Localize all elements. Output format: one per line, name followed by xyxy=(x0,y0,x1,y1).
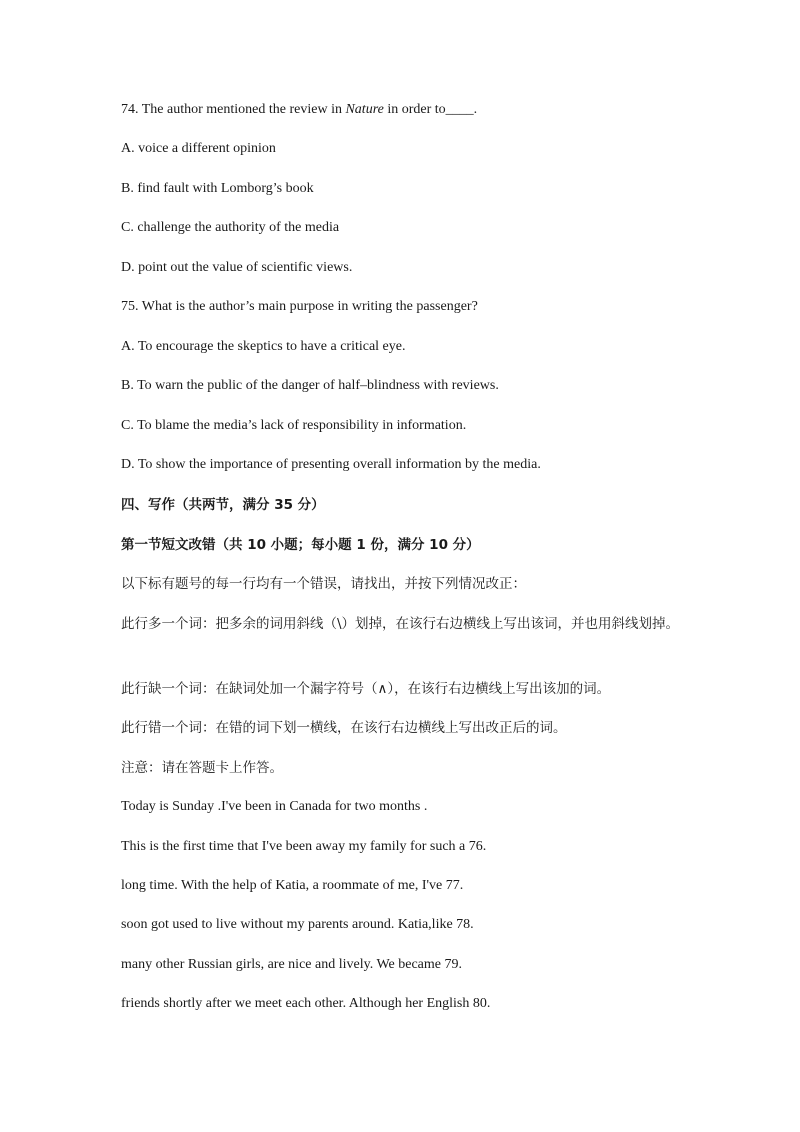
instructions-note: 注意：请在答题卡上作答。 xyxy=(121,760,283,776)
question-74-option-b: B. find fault with Lomborg’s book xyxy=(121,181,314,196)
instructions-wrong-word: 此行错一个词：在错的词下划一横线，在该行右边横线上写出改正后的词。 xyxy=(121,720,567,736)
question-74-option-d: D. point out the value of scientific views. xyxy=(121,260,353,275)
question-74-stem-italic: Nature xyxy=(345,102,384,117)
question-75-option-d: D. To show the importance of presenting overall information by the media. xyxy=(121,457,541,472)
question-74-option-c: C. challenge the authority of the media xyxy=(121,220,340,235)
question-74-stem-text: 74. The author mentioned the review in xyxy=(121,102,346,117)
subsection-heading: 第一节短文改错（共 10 小题；每小题 1 份，满分 10 分） xyxy=(121,537,480,553)
instructions-missing-word: 此行缺一个词：在缺词处加一个漏字符号（∧），在该行右边横线上写出该加的词。 xyxy=(121,681,611,697)
passage-line: Today is Sunday .I've been in Canada for two months . xyxy=(121,799,428,814)
question-75-option-a: A. To encourage the skeptics to have a critical eye. xyxy=(121,339,406,354)
instructions-intro: 以下标有题号的每一行均有一个错误，请找出，并按下列情况改正： xyxy=(121,576,526,592)
passage-line: This is the first time that I've been away my family for such a 76. xyxy=(121,839,487,854)
passage-line: soon got used to live without my parents around. Katia,like 78. xyxy=(121,917,474,932)
question-75-option-b: B. To warn the public of the danger of half–blindness with reviews. xyxy=(121,378,499,393)
question-74-option-a: A. voice a different opinion xyxy=(121,141,276,156)
section-heading: 四、写作（共两节，满分 35 分） xyxy=(121,497,325,513)
passage-line: many other Russian girls, are nice and lively. We became 79. xyxy=(121,957,462,972)
question-74-stem xyxy=(121,100,477,120)
instructions-extra-word: 此行多一个词：把多余的词用斜线（\）划掉，在该行右边横线上写出该词，并也用斜线划掉。 xyxy=(121,616,680,632)
passage-line: friends shortly after we meet each other. Although her English 80. xyxy=(121,996,491,1011)
question-74-stem-tail: in order to____. xyxy=(383,102,478,117)
question-75-stem: 75. What is the author’s main purpose in writing the passenger? xyxy=(121,299,478,314)
question-75-option-c: C. To blame the media’s lack of responsibility in information. xyxy=(121,418,467,433)
passage-line: long time. With the help of Katia, a roommate of me, I've 77. xyxy=(121,878,464,893)
